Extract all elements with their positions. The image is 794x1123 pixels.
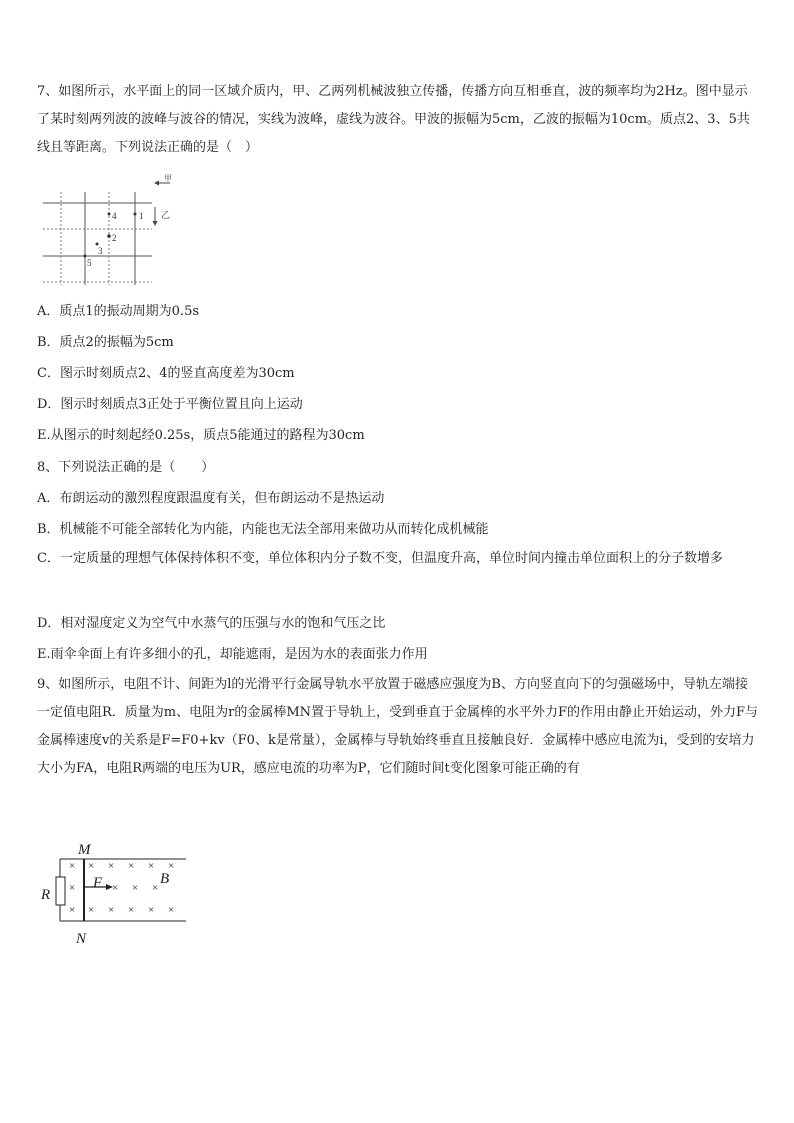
q7-option-c: C．图示时刻质点2、4的竖直高度差为30cm [37,366,295,381]
q8-option-d: D．相对湿度定义为空气中水蒸气的压强与水的饱和气压之比 [37,616,386,631]
svg-text:×: × [88,904,95,916]
svg-text:×: × [69,860,76,872]
question-7-stem: 7、如图所示，水平面上的同一区域介质内，甲、乙两列机械波独立传播，传播方向互相垂直，波的频率均为2Hz。图中显示了某时刻两列波的波峰与波谷的情况，实线为波峰，虚线为波谷。甲波的振幅为5cm，乙波的振幅为10cm。质点2、3、5共线且等距离。下列说法正确的是（ ） [37,84,750,155]
question-9-stem: 9、如图所示，电阻不计、间距为l的光滑平行金属导轨水平放置于磁感应强度为B、方向竖直向下的匀强磁场中，导轨左端接一定值电阻R．质量为m、电阻为r的金属棒MN置于导轨上，受到垂直于金属棒的水平外力F的作用由静止开始运动，外力F与金属棒速度v的关系是F=F0+kv（F0、k是常量），金属棒与导轨始终垂直且接触良好．金属棒中感应电流为i，受到的安培力大小为FA，电阻R两端的电压为UR，感应电流的功率为P，它们随时间t变化图象可能正确的有 [37,677,759,776]
svg-text:×: × [148,860,155,872]
point-4-label: 4 [112,211,117,221]
svg-text:×: × [132,882,139,894]
svg-text:×: × [168,904,175,916]
label-yi: 乙 [161,210,171,220]
point-5-label: 5 [87,258,92,268]
trough-lines [43,192,152,285]
point-1-marker [134,213,137,216]
q8-option-b: B．机械能不可能全部转化为内能，内能也无法全部用来做功从而转化成机械能 [37,522,489,537]
label-B: B [160,871,170,887]
q7-option-e: E.从图示的时刻起经0.25s，质点5能通过的路程为30cm [37,428,365,443]
svg-text:×: × [112,882,119,894]
label-M: M [78,842,91,858]
label-jia: 甲 [164,174,172,183]
point-2-marker [107,234,111,238]
point-2-label: 2 [112,233,117,243]
svg-text:×: × [69,882,76,894]
resistor-icon [56,877,65,905]
svg-text:×: × [108,904,115,916]
question-8-stem: 8、下列说法正确的是（ ） [37,460,215,475]
label-N: N [76,931,87,947]
point-1-label: 1 [139,211,144,221]
rail-circuit-figure [38,835,198,947]
svg-text:×: × [128,860,135,872]
q8-option-a: A．布朗运动的激烈程度跟温度有关，但布朗运动不是热运动 [37,491,385,506]
svg-text:×: × [148,904,155,916]
svg-text:×: × [88,860,95,872]
q8-option-e: E.雨伞伞面上有许多细小的孔，却能遮雨，是因为水的表面张力作用 [37,647,428,662]
svg-text:×: × [168,860,175,872]
q7-option-b: B．质点2的振幅为5cm [37,335,174,350]
q7-option-d: D．图示时刻质点3正处于平衡位置且向上运动 [37,397,303,412]
q8-option-c: C．一定质量的理想气体保持体积不变，单位体积内分子数不变，但温度升高，单位时间内撞击单位面积上的分子数增多 [37,551,723,566]
label-R: R [41,887,51,903]
crest-lines [43,192,152,285]
svg-text:×: × [152,882,159,894]
svg-text:×: × [128,904,135,916]
svg-text:×: × [69,904,76,916]
point-4-marker [108,213,111,216]
wave-grid-figure [40,172,175,287]
q7-option-a: A．质点1的振动周期为0.5s [37,304,200,319]
svg-text:×: × [108,860,115,872]
arrow-yi-icon [153,207,158,226]
label-F: F [93,875,103,891]
point-3-label: 3 [98,246,103,256]
